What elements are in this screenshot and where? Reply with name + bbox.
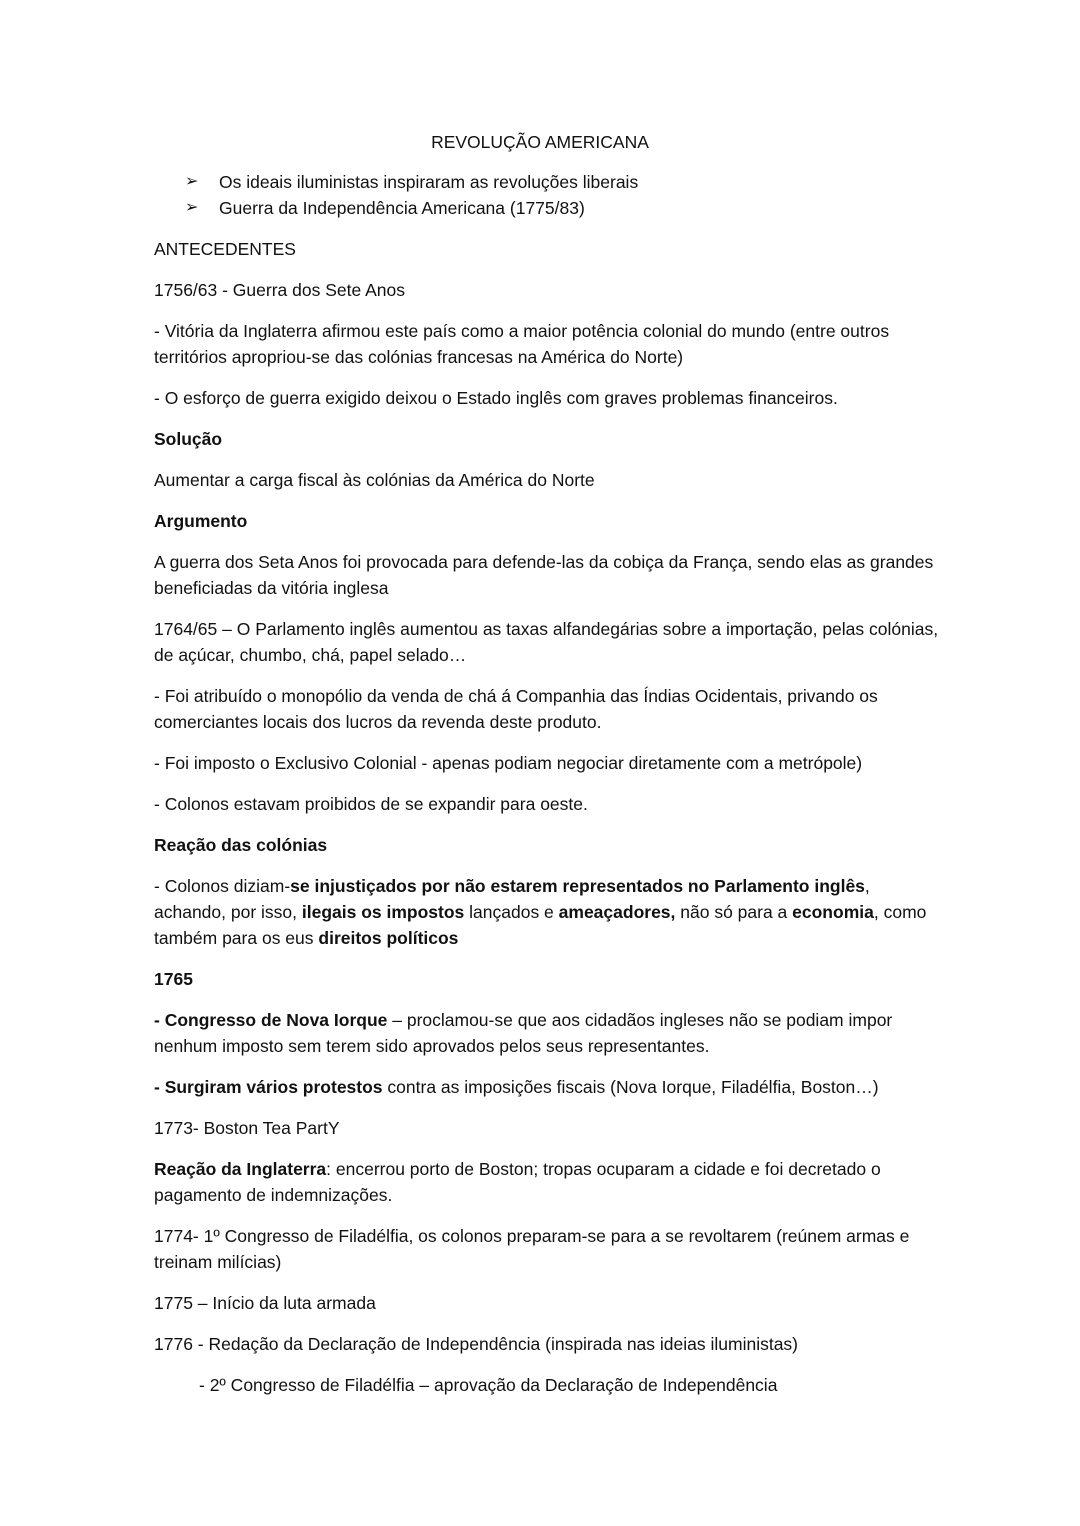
paragraph-solucao: Aumentar a carga fiscal às colónias da América do Norte (154, 470, 595, 490)
paragraph-war-effort: - O esforço de guerra exigido deixou o Estado inglês com graves problemas financeiros. (154, 388, 838, 408)
paragraph-tea-party: 1773- Boston Tea PartY (154, 1118, 340, 1138)
heading-reacao-colonias: Reação das colónias (154, 835, 328, 855)
paragraph-reacao-inglaterra: Reação da Inglaterra: encerrou porto de Boston; tropas ocuparam a cidade e foi decretado o pagamento de indemnizações. (154, 1159, 881, 1205)
heading-argumento: Argumento (154, 511, 248, 531)
paragraph-congresso-nova-iorque: - Congresso de Nova Iorque – proclamou-se que aos cidadãos ingleses não se podiam impor nenhum imposto sem terem sido aprovados pelos seus representantes. (154, 1010, 893, 1056)
arrowhead-bullet-icon: ➢ (185, 199, 199, 216)
paragraph-west: - Colonos estavam proibidos de se expandir para oeste. (154, 794, 588, 814)
section-heading-antecedentes: ANTECEDENTES (154, 239, 296, 259)
paragraph-congresso-2: - 2º Congresso de Filadélfia – aprovação da Declaração de Independência (199, 1375, 778, 1395)
paragraph-reacao-colonias: - Colonos diziam-se injustiçados por não estarem representados no Parlamento inglês, achando, por isso, ilegais os impostos lançados e ameaçadores, não só para a economia, como também para os eus direitos políticos (154, 876, 927, 948)
paragraph-1764: 1764/65 – O Parlamento inglês aumentou as taxas alfandegárias sobre a importação, pelas colónias, de açúcar, chumbo, chá, papel selado… (154, 619, 939, 665)
heading-1765: 1765 (154, 969, 193, 989)
paragraph-victory: - Vitória da Inglaterra afirmou este país como a maior potência colonial do mundo (entre outros territórios apropriou-se das colónias francesas na América do Norte) (154, 321, 890, 367)
bullet-text: Os ideais iluministas inspiraram as revoluções liberais (219, 172, 639, 192)
bullet-item (154, 195, 944, 221)
document-body (154, 129, 944, 1413)
heading-solucao: Solução (154, 429, 223, 449)
intro-bullet-list (154, 169, 944, 221)
paragraph-monopoly: - Foi atribuído o monopólio da venda de chá á Companhia das Índias Ocidentais, privando os comerciantes locais dos lucros da revenda deste produto. (154, 686, 878, 732)
arrowhead-bullet-icon: ➢ (185, 173, 199, 190)
paragraph-protestos: - Surgiram vários protestos contra as imposições fiscais (Nova Iorque, Filadélfia, Boston…) (154, 1077, 879, 1097)
page-title: REVOLUÇÃO AMERICANA (431, 132, 649, 152)
paragraph-1776: 1776 - Redação da Declaração de Independência (inspirada nas ideias iluministas) (154, 1334, 799, 1354)
bullet-item (154, 169, 944, 195)
paragraph-argumento: A guerra dos Seta Anos foi provocada para defende-las da cobiça da França, sendo elas as grandes beneficiadas da vitória inglesa (154, 552, 934, 598)
bullet-text: Guerra da Independência Americana (1775/83) (219, 198, 585, 218)
paragraph-1774: 1774- 1º Congresso de Filadélfia, os colonos preparam-se para a se revoltarem (reúnem armas e treinam milícias) (154, 1226, 910, 1272)
paragraph-exclusivo: - Foi imposto o Exclusivo Colonial - apenas podiam negociar diretamente com a metrópole) (154, 753, 863, 773)
paragraph-seven-years-war: 1756/63 - Guerra dos Sete Anos (154, 280, 405, 300)
paragraph-1775: 1775 – Início da luta armada (154, 1293, 376, 1313)
